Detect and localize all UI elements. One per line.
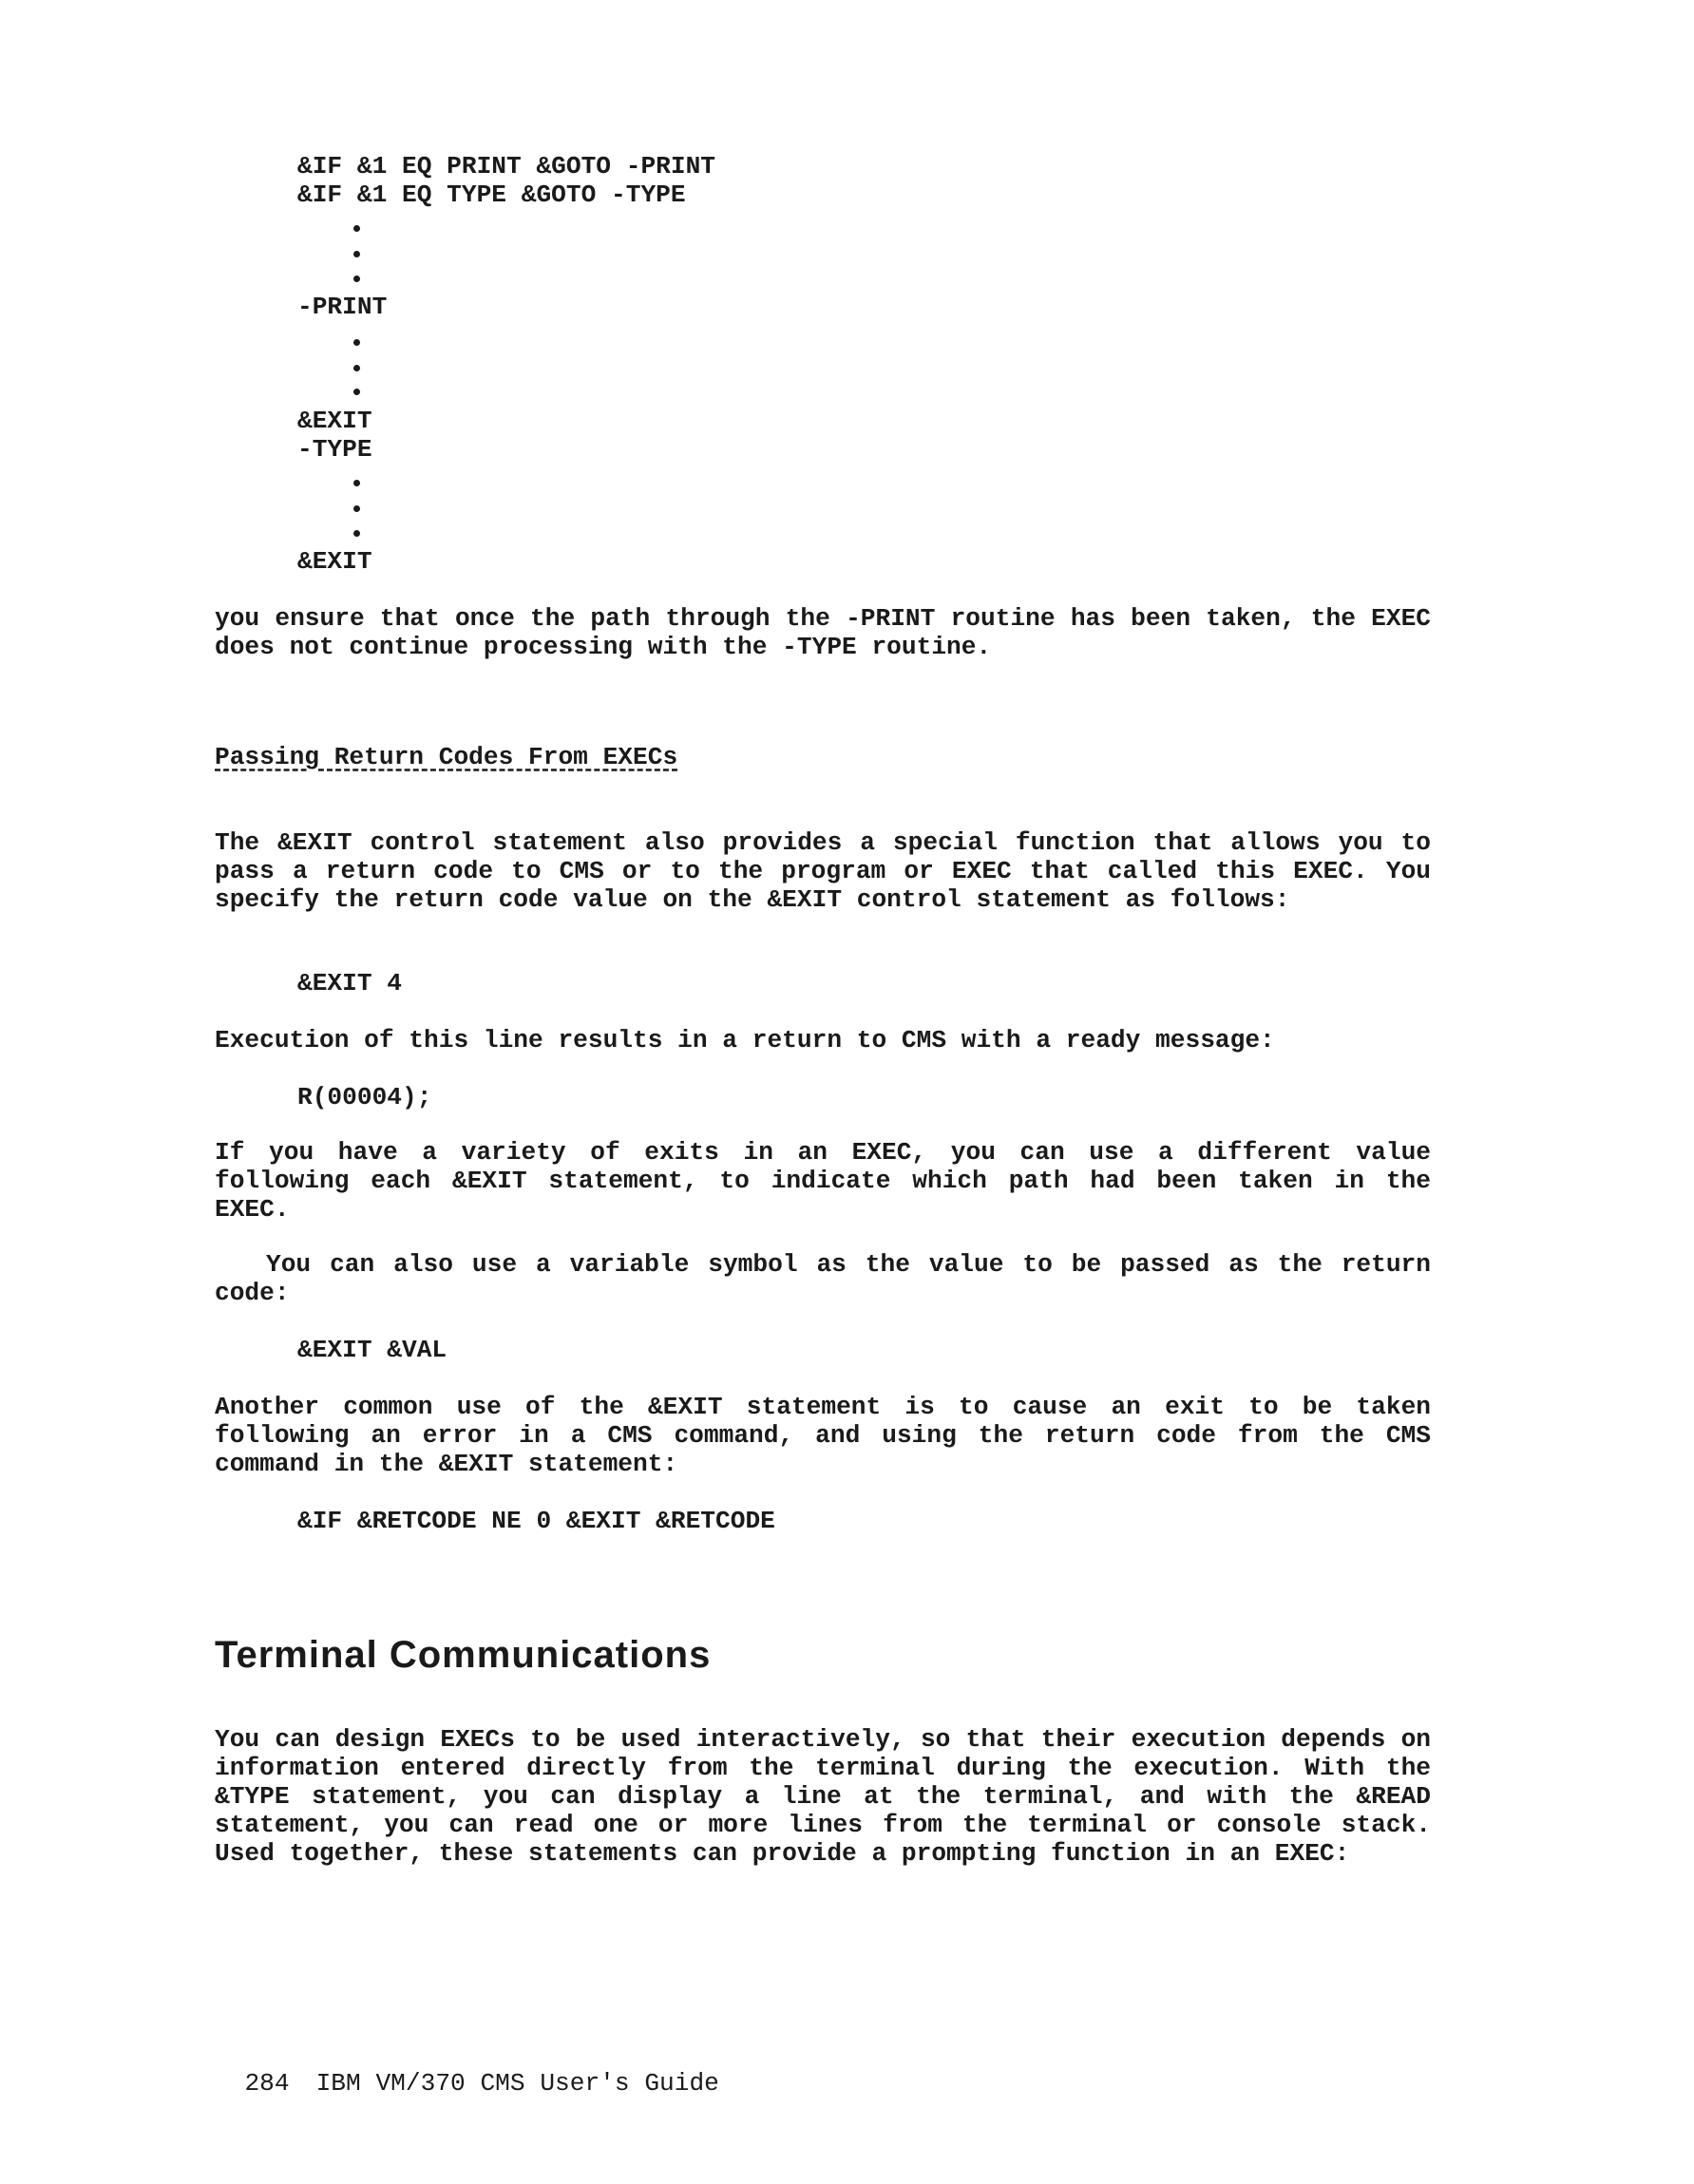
- ellipsis-dot: [353, 505, 360, 512]
- paragraph: You can also use a variable symbol as the value to be passed as the return code:: [215, 1250, 1431, 1307]
- code-line: &EXIT &VAL: [297, 1336, 447, 1364]
- code-line: -PRINT: [297, 293, 388, 321]
- ellipsis-dot: [353, 530, 360, 537]
- paragraph: If you have a variety of exits in an EXEC, you can use a different value following each &EXIT statement, to indicate which path had been taken in the EXEC.: [215, 1138, 1431, 1224]
- paragraph: Another common use of the &EXIT statement is to cause an exit to be taken following an error in a CMS command, and using the return code from the CMS command in the &EXIT statement:: [215, 1393, 1431, 1478]
- code-line: &EXIT: [297, 407, 372, 435]
- page-number: 284: [244, 2069, 290, 2098]
- code-line: &EXIT: [297, 547, 372, 576]
- code-line: &IF &1 EQ TYPE &GOTO -TYPE: [297, 180, 686, 209]
- paragraph: you ensure that once the path through the -PRINT routine has been taken, the EXEC does not continue processing with the -TYPE routine.: [215, 604, 1431, 661]
- code-line: R(00004);: [297, 1083, 432, 1111]
- code-line: &EXIT 4: [297, 969, 403, 997]
- ellipsis-dot: [353, 275, 360, 282]
- page-footer: [215, 2041, 719, 2098]
- code-line: -TYPE: [297, 435, 372, 464]
- paragraph: Execution of this line results in a return to CMS with a ready message:: [215, 1026, 1275, 1054]
- section-heading: Terminal Communications: [215, 1634, 712, 1676]
- document-title: IBM VM/370 CMS User's Guide: [315, 2069, 719, 2098]
- ellipsis-dot: [353, 339, 360, 346]
- paragraph: The &EXIT control statement also provides a special function that allows you to pass a return code to CMS or to the program or EXEC that called this EXEC. You specify the return code value on the &EXIT control statement as follows:: [215, 828, 1431, 914]
- ellipsis-dot: [353, 389, 360, 395]
- paragraph: You can design EXECs to be used interactively, so that their execution depends on information entered directly from the terminal during the execution. With the &TYPE statement, you can display a line at the terminal, and with the &READ statement, you can read one or more lines from the terminal or console stack. Used together, these statements can provide a prompting function in an EXEC:: [215, 1725, 1431, 1868]
- ellipsis-dot: [353, 365, 360, 371]
- code-line: &IF &RETCODE NE 0 &EXIT &RETCODE: [297, 1507, 775, 1535]
- ellipsis-dot: [353, 251, 360, 257]
- ellipsis-dot: [353, 480, 360, 486]
- ellipsis-dot: [353, 225, 360, 232]
- code-line: &IF &1 EQ PRINT &GOTO -PRINT: [297, 152, 716, 180]
- section-subheading: Passing Return Codes From EXECs: [215, 743, 678, 771]
